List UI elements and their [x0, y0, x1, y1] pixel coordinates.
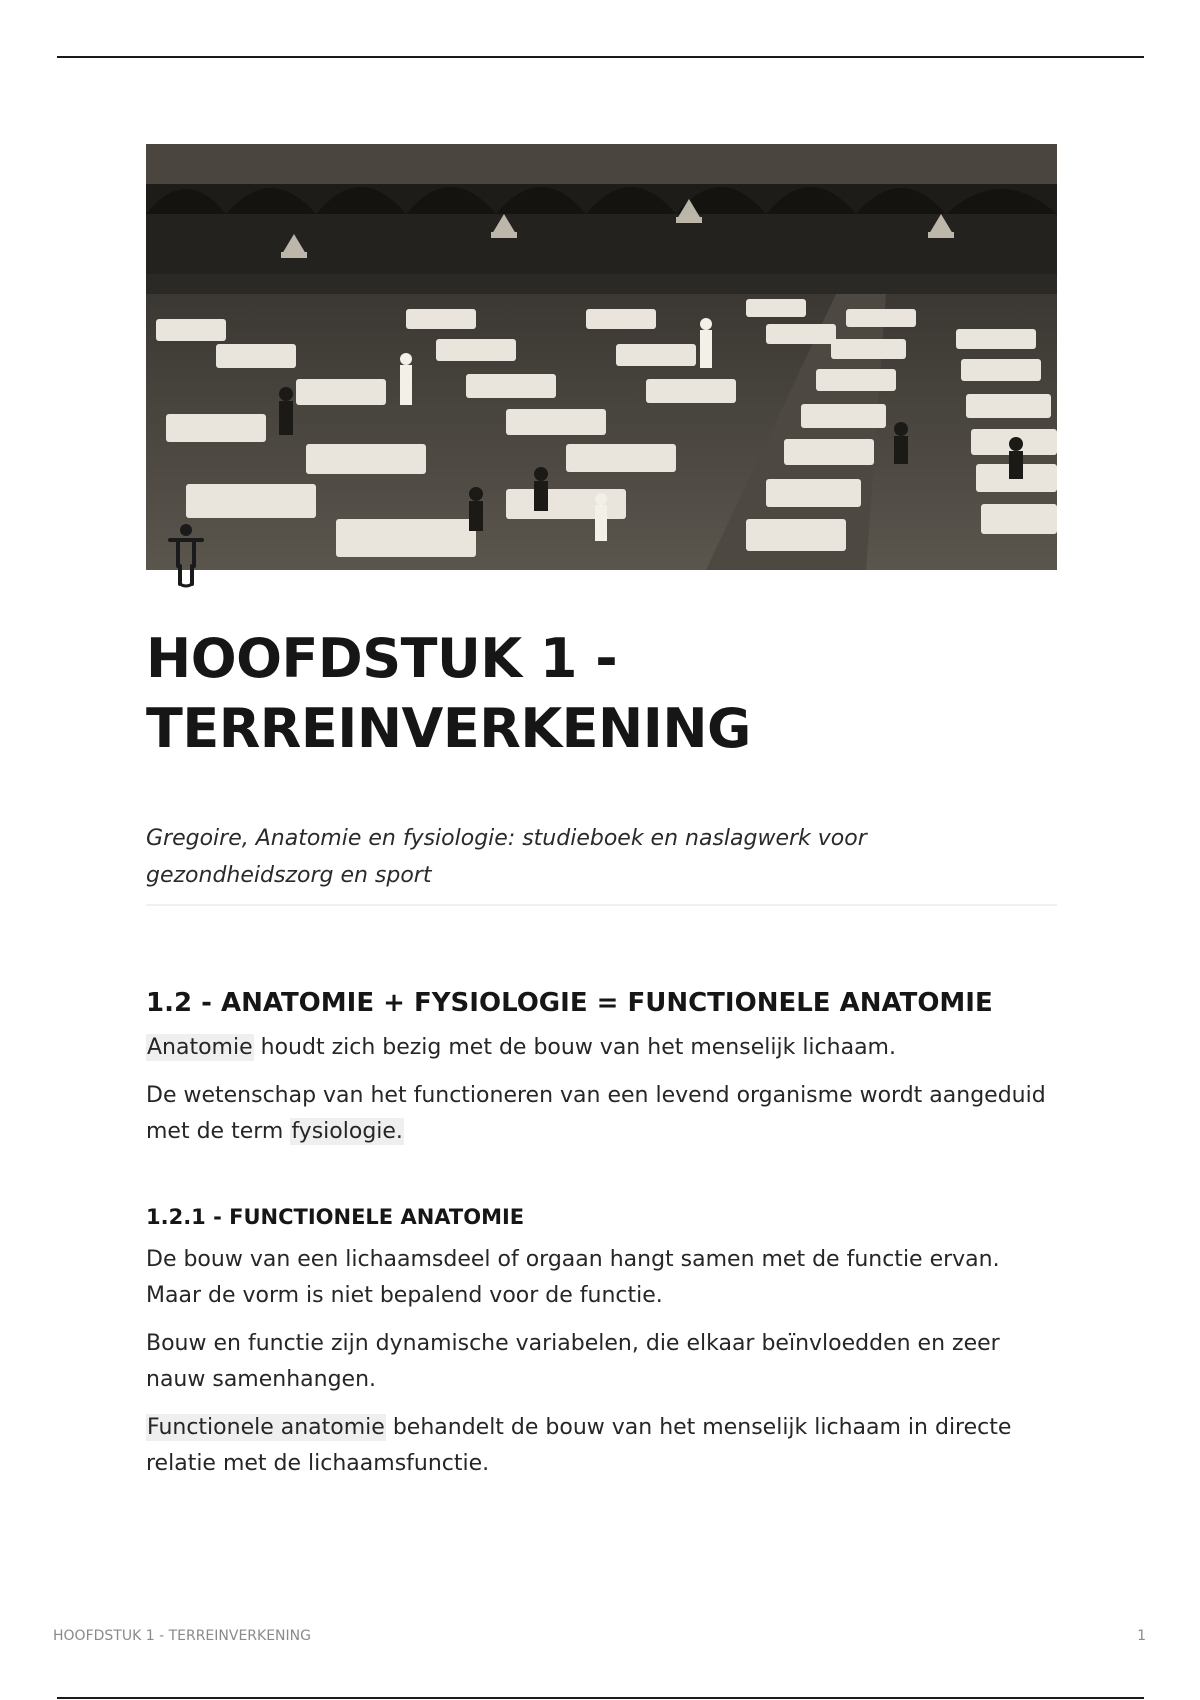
paragraph — [146, 1030, 1057, 1066]
page-content — [146, 144, 1057, 1482]
page-subtitle: Gregoire, Anatomie en fysiologie: studieboek en naslagwerk voor gezondheidszorg en sport — [146, 820, 1057, 906]
section-heading-1-2-1: 1.2.1 - FUNCTIONELE ANATOMIE — [146, 1205, 525, 1229]
paragraph-text: houdt zich bezig met de bouw van het menselijk lichaam. — [253, 1035, 896, 1060]
highlighted-term: Functionele anatomie — [147, 1415, 385, 1440]
paragraph — [146, 1078, 1057, 1150]
highlighted-term: Anatomie — [147, 1035, 253, 1060]
paragraph-text: De wetenschap van het functioneren van een levend organisme wordt aangeduid met de term — [146, 1083, 1046, 1144]
top-rule — [57, 56, 1144, 58]
highlighted-term: fysiologie. — [291, 1119, 403, 1144]
bottom-rule — [57, 1697, 1144, 1699]
paragraph: De bouw van een lichaamsdeel of orgaan hangt samen met de functie ervan. Maar de vorm is niet bepalend voor de functie. — [146, 1247, 1000, 1308]
page-title: HOOFDSTUK 1 - TERREINVERKENING — [146, 627, 751, 760]
page-number: 1 — [1137, 1628, 1146, 1644]
paragraph — [146, 1410, 1057, 1482]
section-heading-1-2: 1.2 - ANATOMIE + FYSIOLOGIE = FUNCTIONELE ANATOMIE — [146, 988, 993, 1018]
person-icon — [168, 522, 204, 588]
paragraph: Bouw en functie zijn dynamische variabelen, die elkaar beïnvloedden en zeer nauw samenhangen. — [146, 1331, 1000, 1392]
paragraph-text: behandelt de bouw van het menselijk lichaam in directe relatie met de lichaamsfunctie. — [146, 1415, 1012, 1476]
footer-title: HOOFDSTUK 1 - TERREINVERKENING — [53, 1628, 311, 1644]
cover-image — [146, 144, 1057, 570]
